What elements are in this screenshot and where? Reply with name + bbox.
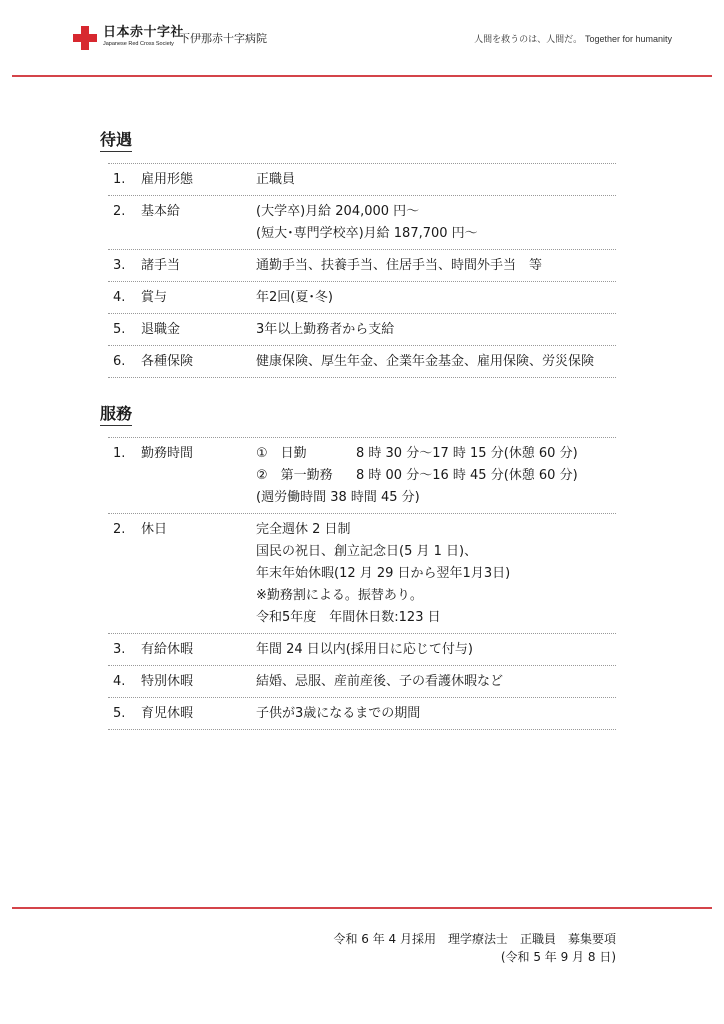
value-line: 年末年始休暇(12 月 29 日から翌年1月3日) bbox=[256, 566, 511, 581]
item-label: 休日 bbox=[141, 522, 168, 537]
item-number: 4. bbox=[113, 674, 126, 689]
item-label: 諸手当 bbox=[141, 258, 181, 273]
item-label: 雇用形態 bbox=[141, 172, 194, 187]
item-number: 3. bbox=[113, 258, 126, 273]
item-number: 1. bbox=[113, 172, 126, 187]
weekly-hours: (週労働時間 38 時間 45 分) bbox=[256, 490, 420, 505]
page-header bbox=[0, 0, 724, 80]
item-value bbox=[256, 671, 616, 693]
value-line: 正職員 bbox=[256, 172, 296, 187]
value-line: (短大･専門学校卒)月給 187,700 円～ bbox=[256, 226, 478, 241]
footer-date: (令和 5 年 9 月 8 日) bbox=[500, 950, 616, 964]
item-number: 2. bbox=[113, 204, 126, 219]
tagline-en: Together for humanity bbox=[584, 34, 672, 44]
item-value bbox=[256, 443, 616, 509]
item-value bbox=[256, 319, 616, 341]
list-item bbox=[108, 250, 616, 282]
value-line: 令和5年度 年間休日数:123 日 bbox=[256, 610, 441, 625]
list-item bbox=[108, 698, 616, 730]
list-item bbox=[108, 346, 616, 378]
value-line: 健康保険、厚生年金、企業年金基金、雇用保険、労災保険 bbox=[256, 354, 595, 369]
item-label: 退職金 bbox=[141, 322, 181, 337]
item-label: 勤務時間 bbox=[141, 446, 194, 461]
list-item bbox=[108, 164, 616, 196]
item-value bbox=[256, 519, 616, 629]
value-line: 完全週休 2 日制 bbox=[256, 522, 351, 537]
item-label: 基本給 bbox=[141, 204, 181, 219]
list-item bbox=[108, 634, 616, 666]
item-value bbox=[256, 351, 616, 373]
service-list bbox=[108, 438, 616, 730]
value-line: 年2回(夏･冬) bbox=[256, 290, 333, 305]
value-line: 子供が3歳になるまでの期間 bbox=[256, 706, 421, 721]
item-label: 有給休暇 bbox=[141, 642, 194, 657]
item-number: 2. bbox=[113, 522, 126, 537]
item-value bbox=[256, 703, 616, 725]
item-number: 3. bbox=[113, 642, 126, 657]
item-label: 賞与 bbox=[141, 290, 168, 305]
value-line: 通勤手当、扶養手当、住居手当、時間外手当 等 bbox=[256, 258, 543, 273]
item-number: 1. bbox=[113, 446, 126, 461]
item-number: 5. bbox=[113, 322, 126, 337]
item-label: 各種保険 bbox=[141, 354, 194, 369]
item-value bbox=[256, 201, 616, 245]
shift-day: ① 日勤 8 時 30 分～17 時 15 分(休憩 60 分) bbox=[256, 446, 578, 461]
item-label: 育児休暇 bbox=[141, 706, 194, 721]
item-label: 特別休暇 bbox=[141, 674, 194, 689]
tagline-jp: 人間を救うのは、人間だ。 bbox=[474, 35, 583, 45]
item-number: 6. bbox=[113, 354, 126, 369]
footer-divider bbox=[12, 907, 712, 909]
item-value bbox=[256, 639, 616, 661]
item-number: 5. bbox=[113, 706, 126, 721]
item-number: 4. bbox=[113, 290, 126, 305]
jrc-logo bbox=[73, 26, 184, 50]
item-value bbox=[256, 169, 616, 191]
page-footer bbox=[333, 930, 616, 966]
item-value bbox=[256, 255, 616, 277]
treatment-list bbox=[108, 164, 616, 378]
list-item bbox=[108, 196, 616, 250]
value-line: 国民の祝日、創立記念日(5 月 1 日)、 bbox=[256, 544, 478, 559]
list-item bbox=[108, 438, 616, 514]
value-line: 年間 24 日以内(採用日に応じて付与) bbox=[256, 642, 473, 657]
value-line: (大学卒)月給 204,000 円～ bbox=[256, 204, 420, 219]
logo-japanese: 日本赤十字社 bbox=[103, 25, 185, 40]
header-divider bbox=[12, 75, 712, 77]
list-item bbox=[108, 514, 616, 634]
list-item bbox=[108, 282, 616, 314]
item-value bbox=[256, 287, 616, 309]
value-line: ※勤務割による。振替あり。 bbox=[256, 588, 423, 603]
logo-english: Japanese Red Cross Society bbox=[103, 41, 174, 47]
section-title-service: 服務 bbox=[100, 404, 132, 426]
tagline bbox=[474, 32, 672, 45]
list-item bbox=[108, 666, 616, 698]
list-item bbox=[108, 314, 616, 346]
red-cross-icon bbox=[73, 26, 97, 50]
hospital-name: 下伊那赤十字病院 bbox=[179, 32, 267, 45]
footer-title: 令和 6 年 4 月採用 理学療法士 正職員 募集要項 bbox=[333, 932, 616, 946]
value-line: 3年以上勤務者から支給 bbox=[256, 322, 395, 337]
value-line: 結婚、忌服、産前産後、子の看護休暇など bbox=[256, 674, 504, 689]
section-title-treatment: 待遇 bbox=[100, 130, 132, 152]
shift-first: ② 第一勤務 8 時 00 分～16 時 45 分(休憩 60 分) bbox=[256, 468, 578, 483]
